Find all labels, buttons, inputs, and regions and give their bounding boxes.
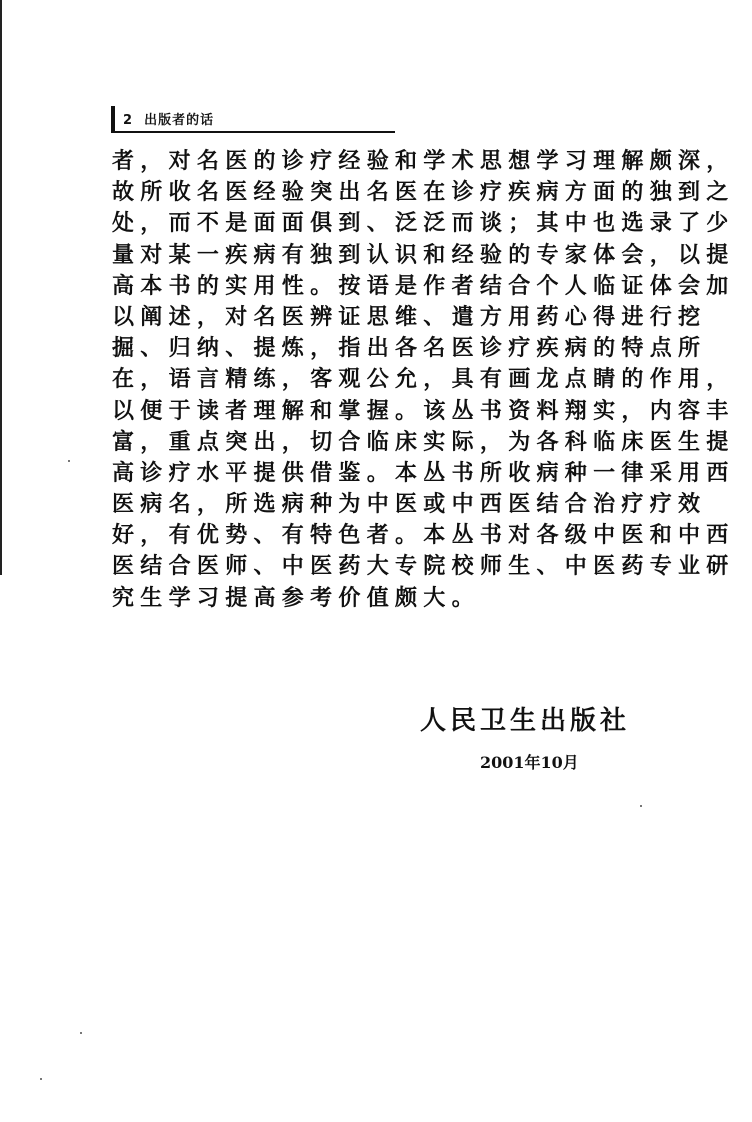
scan-speck <box>80 1032 82 1034</box>
text-line: 医结合医师、中医药大专院校师生、中医药专业研 <box>112 554 735 580</box>
text-line: 处，而不是面面俱到、泛泛而谈；其中也选录了少 <box>112 211 735 237</box>
scan-speck <box>640 805 642 807</box>
scan-speck <box>68 460 70 462</box>
body-text <box>112 146 735 614</box>
section-title: 出版者的话 <box>144 113 215 128</box>
publisher-name: 人民卫生出版社 <box>420 706 631 736</box>
running-header <box>111 106 395 133</box>
text-line: 掘、归纳、提炼，指出各名医诊疗疾病的特点所 <box>112 336 707 362</box>
text-line: 高诊疗水平提供借鉴。本丛书所收病种一律采用西 <box>112 460 735 486</box>
text-line: 量对某一疾病有独到认识和经验的专家体会，以提 <box>112 242 735 268</box>
text-line: 以阐述，对名医辨证思维、遣方用药心得进行挖 <box>112 304 707 330</box>
text-line: 富，重点突出，切合临床实际，为各科临床医生提 <box>112 429 735 455</box>
text-line: 医病名，所选病种为中医或中西医结合治疗疗效 <box>112 492 707 518</box>
text-line: 高本书的实用性。按语是作者结合个人临证体会加 <box>112 273 735 299</box>
page-number: 2 <box>123 113 134 128</box>
page-edge-line <box>0 0 2 575</box>
text-line: 以便于读者理解和掌握。该丛书资料翔实，内容丰 <box>112 398 735 424</box>
text-line: 好，有优势、有特色者。本丛书对各级中医和中西 <box>112 523 735 549</box>
text-line: 究生学习提高参考价值颇大。 <box>112 585 480 611</box>
text-line: 在，语言精练，客观公允，具有画龙点睛的作用， <box>112 367 735 393</box>
header-text <box>123 109 214 128</box>
scan-speck <box>40 1078 42 1080</box>
text-line: 故所收名医经验突出名医在诊疗疾病方面的独到之 <box>112 180 735 206</box>
text-line: 者，对名医的诊疗经验和学术思想学习理解颇深， <box>112 149 735 174</box>
publication-date: 2001年10月 <box>480 753 579 772</box>
